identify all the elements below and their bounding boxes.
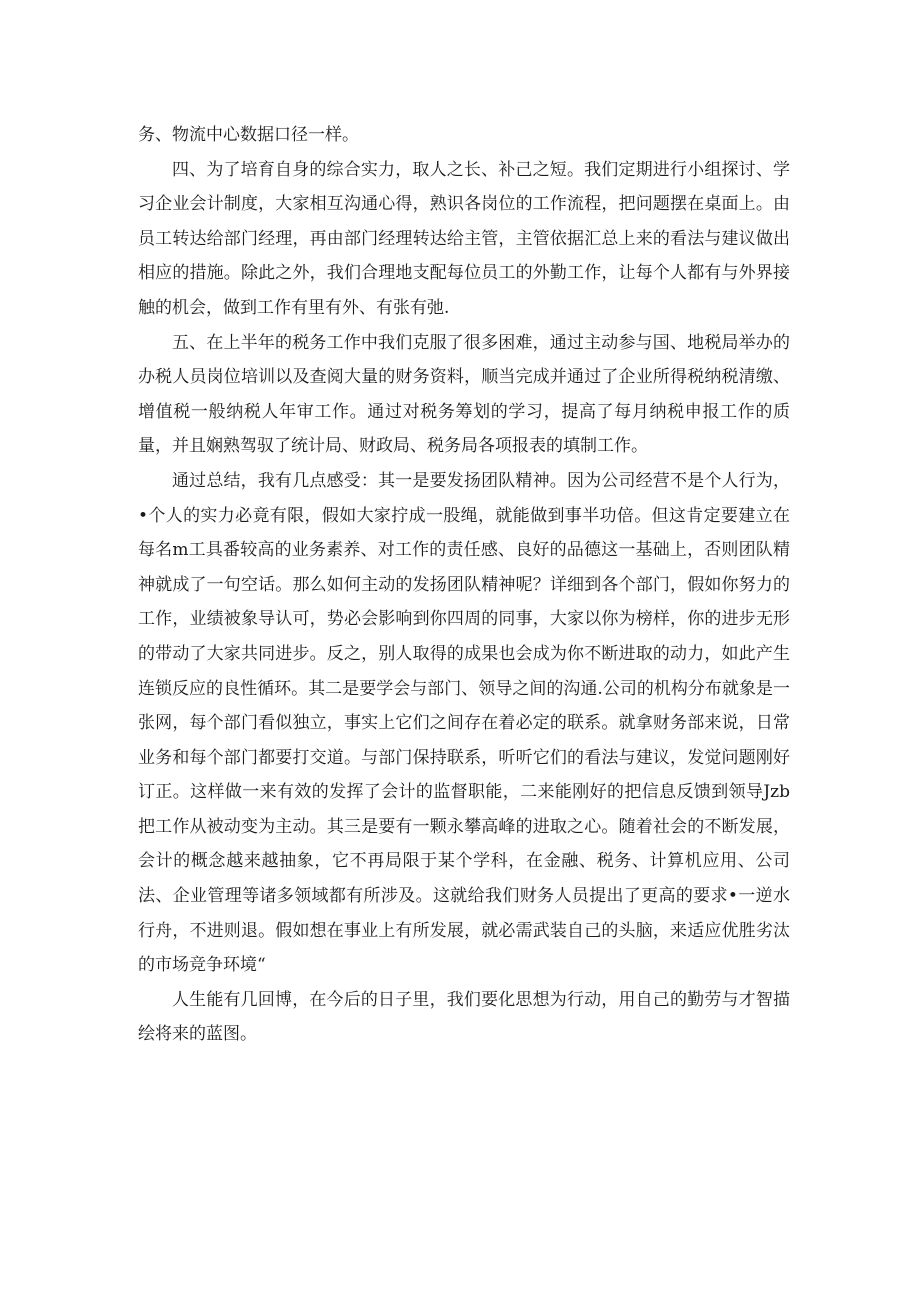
paragraph-section-four: 四、为了培育自身的综合实力，取人之长、补己之短。我们定期进行小组探讨、学习企业会计制度，大家相互沟通心得，熟识各岗位的工作流程，把问题摆在桌面上。由员工转达给部门经理，再由部门经理转达给主管，主管依据汇总上来的看法与建议做出相应的措施。除此之外，我们合理地支配每位员工的外勤工作，让每个人都有与外界接触的机会，做到工作有里有外、有张有弛. [138,159,790,318]
paragraph-section-five: 五、在上半年的税务工作中我们克服了很多困难，通过主动参与国、地税局举办的办税人员岗位培训以及查阅大量的财务资料，顺当完成并通过了企业所得税纳税清缴、增值税一般纳税人年审工作。通过对税务筹划的学习，提高了每月纳税申报工作的质量，并且娴熟驾驭了统计局、财政局、税务局各项报表的填制工作。 [138,332,790,457]
document-page [138,118,790,1052]
paragraph-closing: 人生能有几回博，在今后的日子里，我们要化思想为行动，用自己的勤劳与才智描绘将来的蓝图。 [138,989,790,1045]
paragraph-continuation: 务、物流中心数据口径一样。 [138,125,359,145]
paragraph-summary: 通过总结，我有几点感受：其一是要发扬团队精神。因为公司经营不是个人行为，•个人的实力必竟有限，假如大家拧成一股绳，就能做到事半功倍。但这肯定要建立在每名m工具番较高的业务素养、对工作的责任感、良好的品德这一基础上，否则团队精神就成了一句空话。那么如何主动的发扬团队精神呢？详细到各个部门，假如你努力的工作，业绩被象导认可，势必会影响到你四周的同事，大家以你为榜样，你的进步无形的带动了大家共同进步。反之，别人取得的成果也会成为你不断进取的动力，如此产生连锁反应的良性循环。其二是要学会与部门、领导之间的沟通.公司的机构分布就象是一张网，每个部门看似独立，事实上它们之间存在着必定的联系。就拿财务部来说，日常业务和每个部门都要打交道。与部门保持联系，听听它们的看法与建议，发觉问题刚好订正。这样做一来有效的发挥了会计的监督职能，二来能刚好的把信息反馈到领导Jzb把工作从被动变为主动。其三是要有一颗永攀高峰的进取之心。随着社会的不断发展，会计的概念越来越抽象，它不再局限于某个学科，在金融、税务、计算机应用、公司法、企业管理等诸多领域都有所涉及。这就给我们财务人员提出了更高的要求•一逆水行舟，不进则退。假如想在事业上有所发展，就必需武装自己的头脑，来适应优胜劣汰的市场竞争环境“ [138,470,790,976]
